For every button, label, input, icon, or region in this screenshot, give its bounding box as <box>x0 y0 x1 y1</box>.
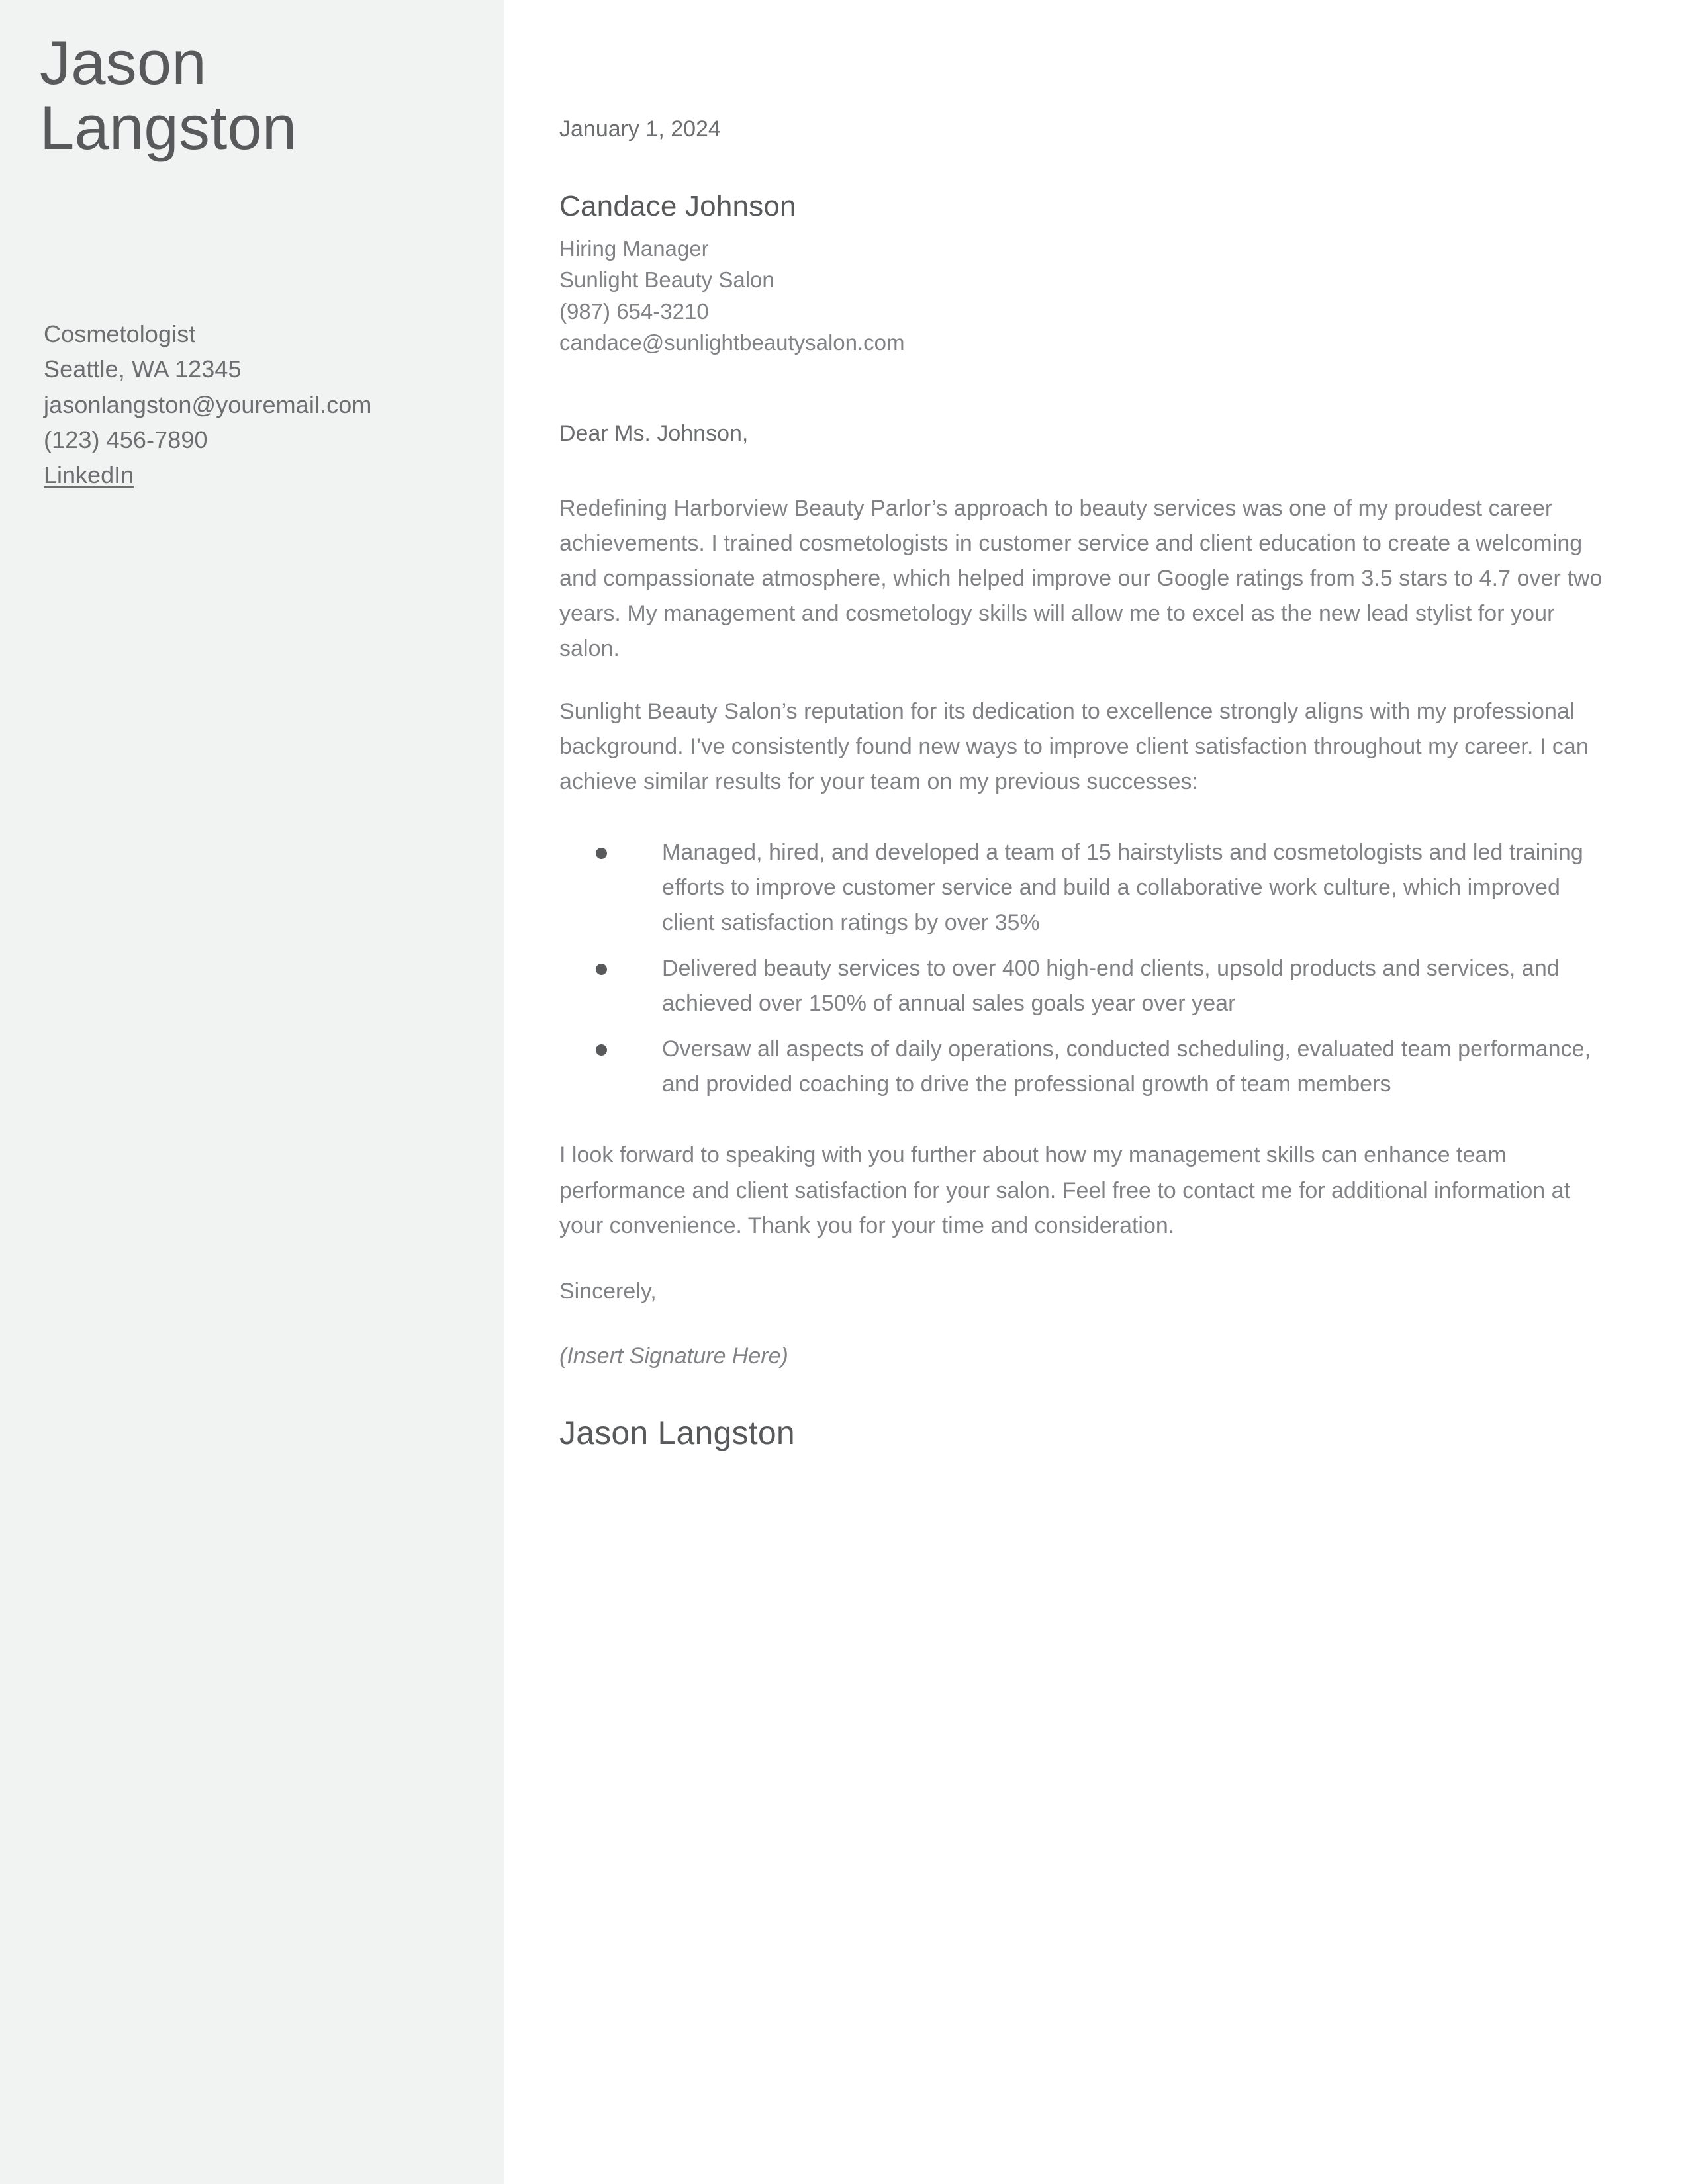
sidebar <box>0 0 504 2184</box>
letter-content <box>559 491 1604 1455</box>
sender-last-name: Langston <box>40 92 297 162</box>
letter-date: January 1, 2024 <box>559 116 721 142</box>
bullet-dot-icon <box>596 848 607 859</box>
recipient-email: candace@sunlightbeautysalon.com <box>559 330 905 355</box>
recipient-name: Candace Johnson <box>559 190 796 222</box>
list-item <box>559 1032 1604 1102</box>
recipient-phone: (987) 654-3210 <box>559 298 709 324</box>
sender-contact-block <box>44 316 494 492</box>
list-item-text: Managed, hired, and developed a team of 15 hairstylists and cosmetologists and led training efforts to improve customer service and build a collaborative work culture, which improved client satisfaction ratings by over 35% <box>662 840 1583 936</box>
recipient-block <box>559 187 1288 359</box>
list-item <box>559 951 1604 1021</box>
closing-paragraph: I look forward to speaking with you further about how my management skills can enhance team performance and client satisfaction for your salon. Feel free to contact me for additional information at your convenience. Thank you for your time and consideration. <box>559 1142 1571 1238</box>
letter-body-column <box>559 0 1632 2184</box>
bullet-dot-icon <box>596 1044 607 1056</box>
sender-first-name: Jason <box>40 28 207 97</box>
salutation: Dear Ms. Johnson, <box>559 421 749 446</box>
recipient-company: Sunlight Beauty Salon <box>559 267 774 293</box>
sender-job-title: Cosmetologist <box>44 320 196 347</box>
sign-off: Sincerely, <box>559 1278 657 1304</box>
sender-name-heading <box>40 30 477 160</box>
body-paragraph-1: Redefining Harborview Beauty Parlor’s approach to beauty services was one of my proudest career achievements. I trained cosmetologists in customer service and client education to create a welcoming and compassionate atmosphere, which helped improve our Google ratings from 3.5 stars to 4.7 over two years. My management and cosmetology skills will allow me to excel as the new lead stylist for your salon. <box>559 496 1603 662</box>
list-item-text: Delivered beauty services to over 400 high-end clients, upsold products and services, and achieved over 150% of annual sales goals year over year <box>662 956 1560 1017</box>
signature-name: Jason Langston <box>559 1414 795 1451</box>
achievements-list <box>559 835 1604 1102</box>
list-item-text: Oversaw all aspects of daily operations, conducted scheduling, evaluated team performance, and provided coaching to drive the professional growth of team members <box>662 1036 1591 1097</box>
sender-phone: (123) 456-7890 <box>44 426 208 453</box>
recipient-title: Hiring Manager <box>559 236 709 261</box>
list-item <box>559 835 1604 940</box>
linkedin-link[interactable]: LinkedIn <box>44 461 134 489</box>
sender-location: Seattle, WA 12345 <box>44 355 242 383</box>
signature-placeholder: (Insert Signature Here) <box>559 1343 788 1369</box>
sender-email: jasonlangston@youremail.com <box>44 390 372 418</box>
bullet-dot-icon <box>596 964 607 975</box>
body-paragraph-2: Sunlight Beauty Salon’s reputation for its dedication to excellence strongly aligns with my professional background. I’ve consistently found new ways to improve client satisfaction throughout my career. I can achieve similar results for your team on my previous successes: <box>559 699 1589 795</box>
